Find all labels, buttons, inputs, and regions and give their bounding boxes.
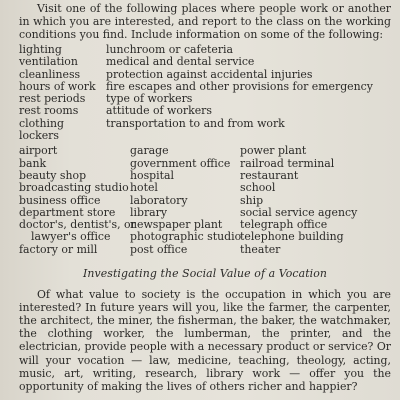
workplace-item: photographic studio (130, 230, 242, 244)
condition-item: clothing lockers (19, 116, 64, 143)
workplace-item: library (130, 205, 167, 219)
workplace-item: factory or mill (19, 242, 98, 256)
workplace-item: social service agency (240, 205, 358, 219)
condition-item: lighting (19, 43, 62, 56)
condition-item: ventilation (19, 55, 78, 69)
workplaces-column-3 (240, 145, 391, 256)
workplace-item: restaurant (240, 168, 299, 182)
workplace-item: airport (19, 144, 58, 158)
workplace-item: garage (130, 144, 169, 158)
condition-item: hours of work (19, 79, 96, 93)
workplace-item: government office (130, 156, 231, 170)
workplace-item: school (240, 181, 276, 195)
workplace-item: bank (19, 156, 47, 170)
closing-paragraph: Of what value to society is the occupation in which you are interested? In future years will you, like the farmer, the carpenter, the architect, the miner, the fisherman, the baker, the watchmaker, the clothing worker, the lumberman, the printer, and the electrician, provide people with a necessary product or service? Or will your vocation — law, medicine, teaching, theology, acting, music, art, writing, research, library work — offer you the opportunity of making the lives of others richer and happier? (19, 288, 391, 393)
condition-item: transportation to and from work (106, 116, 285, 130)
workplace-item: telephone building (240, 230, 344, 244)
condition-item: protection against accidental injuries (106, 67, 313, 81)
workplace-item: post office (130, 242, 188, 256)
workplace-item: theater (240, 242, 281, 256)
page-text (19, 0, 391, 393)
conditions-list (19, 44, 391, 142)
workplaces-list (19, 145, 391, 256)
workplace-item: telegraph office (240, 218, 328, 232)
workplace-item: hospital (130, 168, 174, 182)
workplace-item-continuation: lawyer's office (31, 230, 111, 244)
condition-item: rest periods (19, 92, 86, 106)
intro-paragraph: Visit one of the following places where people work or another in which you are interested, and report to the class on the working conditions you find. Include information on some of the following: (19, 2, 391, 41)
condition-item: rest rooms (19, 104, 79, 118)
condition-item: lunchroom or cafeteria (106, 43, 234, 56)
workplace-item: business office (19, 193, 101, 207)
condition-item: type of workers (106, 92, 193, 106)
workplace-item: railroad terminal (240, 156, 335, 170)
condition-item: attitude of workers (106, 104, 212, 118)
workplaces-column-2 (130, 145, 240, 256)
workplace-item: power plant (240, 144, 307, 158)
workplaces-column-1 (19, 144, 136, 256)
workplace-item: doctor's, dentist's, or (19, 218, 136, 232)
workplace-item: beauty shop (19, 168, 87, 182)
workplace-item: laboratory (130, 193, 188, 207)
workplace-item: hotel (130, 181, 158, 195)
condition-item: medical and dental service (106, 55, 255, 69)
workplace-item: newspaper plant (130, 218, 223, 232)
workplace-item: ship (240, 193, 264, 207)
condition-item: cleanliness (19, 67, 81, 81)
condition-item: fire escapes and other provisions for emergency (106, 79, 373, 93)
workplace-item: broadcasting studio (19, 181, 129, 195)
workplace-item: department store (19, 205, 116, 219)
section-heading: Investigating the Social Value of a Vocation (82, 267, 328, 281)
